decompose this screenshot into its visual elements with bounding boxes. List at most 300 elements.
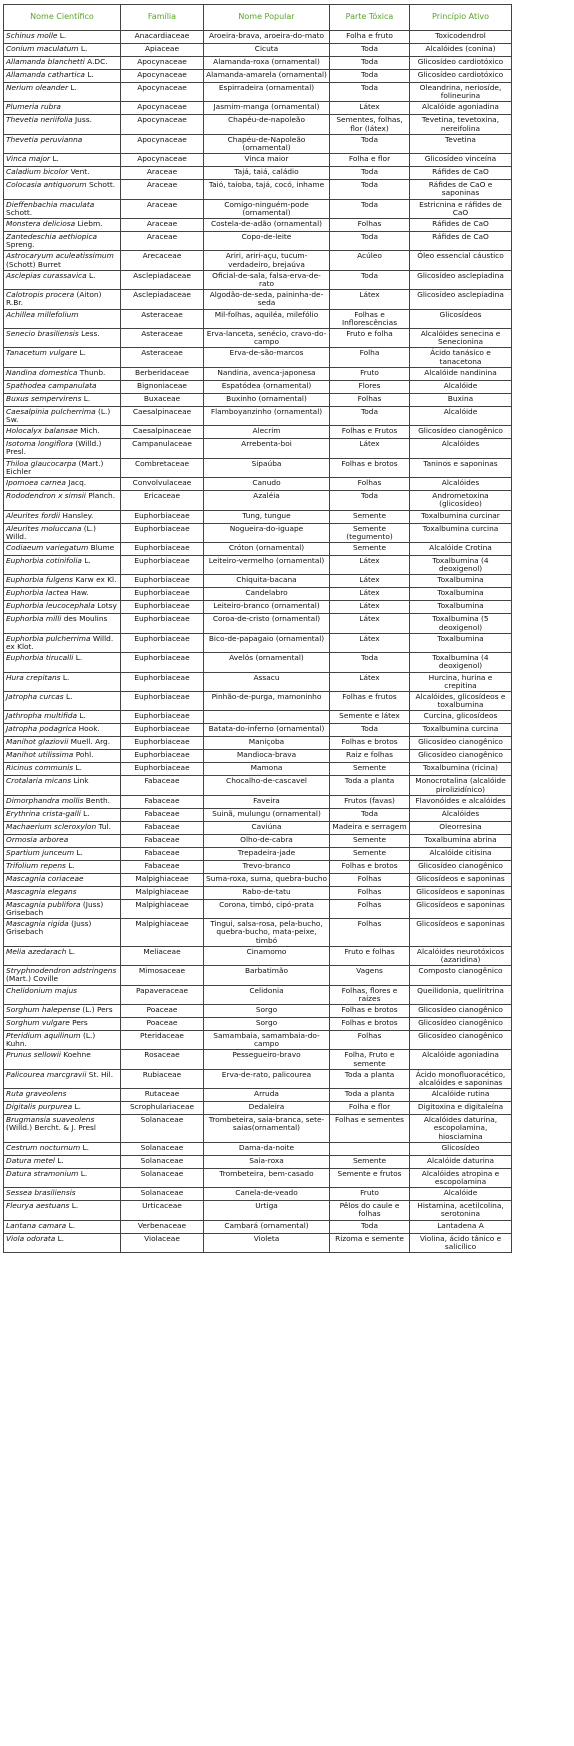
table-row <box>4 1115 512 1143</box>
species-author: Mich. <box>80 426 100 436</box>
cell-popular-name: Espatódea (ornamental) <box>204 380 330 393</box>
species-name: Euphorbia cotinifolia <box>6 555 82 565</box>
species-name: Thevetia neriifolia <box>6 115 73 125</box>
cell-scientific-name <box>4 329 121 348</box>
species-author: (L.) Sw. <box>6 406 111 425</box>
cell-active-principle: Toxalbumina <box>410 633 512 652</box>
species-author: L. <box>87 70 94 79</box>
table-row <box>4 219 512 232</box>
cell-toxic-part: Folhas e Inflorescências <box>330 309 410 328</box>
cell-active-principle: Glicosídeo cardiotóxico <box>410 57 512 70</box>
cell-active-principle: Alcalóides senecina e Senecionina <box>410 329 512 348</box>
species-author: L. <box>80 1168 88 1178</box>
table-row <box>4 57 512 70</box>
species-author: Muell. Arg. <box>70 737 111 747</box>
cell-toxic-part: Látex <box>330 588 410 601</box>
cell-family: Buxaceae <box>121 393 204 406</box>
cell-active-principle: Glicosídeo cianogênico <box>410 737 512 750</box>
table-row <box>4 380 512 393</box>
table-row <box>4 309 512 328</box>
cell-popular-name: Vinca maior <box>204 154 330 167</box>
cell-scientific-name <box>4 523 121 542</box>
cell-toxic-part: Raiz e folhas <box>330 750 410 763</box>
cell-family: Euphorbiaceae <box>121 588 204 601</box>
species-name: Allamanda cathartica <box>6 70 85 79</box>
cell-popular-name: Nandina, avenca-japonesa <box>204 367 330 380</box>
cell-popular-name: Arruda <box>204 1089 330 1102</box>
cell-toxic-part: Látex <box>330 439 410 458</box>
cell-family: Euphorbiaceae <box>121 737 204 750</box>
cell-popular-name: Aroeira-brava, aroeira-do-mato <box>204 31 330 44</box>
cell-scientific-name <box>4 426 121 439</box>
cell-active-principle: Curcina, glicosídeos <box>410 711 512 724</box>
cell-family: Pteridaceae <box>121 1030 204 1049</box>
cell-scientific-name <box>4 860 121 873</box>
cell-family: Asclepiadaceae <box>121 290 204 309</box>
cell-active-principle: Hurcina, hurina e crepitina <box>410 672 512 691</box>
species-author: L. <box>79 711 86 721</box>
cell-family: Fabaceae <box>121 834 204 847</box>
cell-toxic-part: Folhas, flores e raízes <box>330 985 410 1004</box>
table-row <box>4 1017 512 1030</box>
table-row <box>4 458 512 477</box>
cell-scientific-name <box>4 478 121 491</box>
species-author: Willd. ex Klot. <box>6 633 114 651</box>
species-author: Lotsy <box>97 601 117 611</box>
table-row <box>4 232 512 251</box>
cell-active-principle: Toxalbumina <box>410 575 512 588</box>
species-author: L. <box>82 1142 90 1152</box>
cell-toxic-part: Semente e frutos <box>330 1168 410 1187</box>
cell-scientific-name <box>4 510 121 523</box>
table-row <box>4 691 512 710</box>
cell-active-principle: Toxalbumina curcinar <box>410 510 512 523</box>
table-row <box>4 1050 512 1069</box>
cell-active-principle: Violina, ácido tânico e salicílico <box>410 1233 512 1252</box>
table-row <box>4 102 512 115</box>
cell-family: Apocynaceae <box>121 57 204 70</box>
table-row <box>4 290 512 309</box>
cell-popular-name: Trepadeira-jade <box>204 847 330 860</box>
species-author: L. <box>74 1102 81 1112</box>
species-name: Prunus sellowii <box>6 1050 61 1060</box>
cell-family: Euphorbiaceae <box>121 711 204 724</box>
cell-toxic-part: Toda <box>330 270 410 289</box>
cell-toxic-part: Semente <box>330 542 410 555</box>
cell-active-principle: Alcalóides <box>410 439 512 458</box>
cell-toxic-part: Látex <box>330 672 410 691</box>
cell-scientific-name <box>4 1017 121 1030</box>
cell-scientific-name <box>4 750 121 763</box>
cell-family: Euphorbiaceae <box>121 750 204 763</box>
cell-scientific-name <box>4 1089 121 1102</box>
cell-family: Euphorbiaceae <box>121 614 204 633</box>
cell-active-principle: Glicosídeos e saponinas <box>410 886 512 899</box>
species-author: des Moulins <box>63 614 108 624</box>
cell-family: Araceae <box>121 232 204 251</box>
species-name: Thiloa glaucocarpa <box>6 458 77 468</box>
cell-family: Caesalpinaceae <box>121 426 204 439</box>
species-author: Jacq. <box>68 478 87 488</box>
cell-toxic-part: Toda <box>330 44 410 57</box>
species-name: Calotropis procera <box>6 290 75 300</box>
species-name: Mascagnia publifora <box>6 899 81 909</box>
cell-active-principle: Glicosídeo cianogênico <box>410 1017 512 1030</box>
cell-toxic-part: Folhas <box>330 219 410 232</box>
cell-family: Euphorbiaceae <box>121 633 204 652</box>
species-name: Schinus molle <box>6 31 58 40</box>
cell-popular-name: Barbatimão <box>204 966 330 985</box>
header-family: Família <box>121 5 204 31</box>
cell-active-principle: Buxina <box>410 393 512 406</box>
cell-toxic-part: Folhas e brotos <box>330 1004 410 1017</box>
cell-scientific-name <box>4 542 121 555</box>
cell-popular-name: Caviúna <box>204 821 330 834</box>
cell-toxic-part: Folhas <box>330 899 410 918</box>
cell-toxic-part: Látex <box>330 575 410 588</box>
table-row <box>4 367 512 380</box>
cell-toxic-part: Folhas e brotos <box>330 458 410 477</box>
cell-popular-name: Saia-roxa <box>204 1155 330 1168</box>
cell-scientific-name <box>4 601 121 614</box>
species-name: Holocalyx balansae <box>6 426 78 436</box>
cell-scientific-name <box>4 1030 121 1049</box>
table-row <box>4 873 512 886</box>
cell-scientific-name <box>4 899 121 918</box>
cell-family: Euphorbiaceae <box>121 510 204 523</box>
species-author: L. <box>75 653 83 663</box>
cell-toxic-part: Toda <box>330 180 410 199</box>
cell-popular-name: Dedaleira <box>204 1102 330 1115</box>
cell-popular-name: Trevo-branco <box>204 860 330 873</box>
species-name: Conium maculatum <box>6 44 79 53</box>
cell-scientific-name <box>4 808 121 821</box>
cell-family: Euphorbiaceae <box>121 601 204 614</box>
species-name: Ricinus communis <box>6 763 74 773</box>
cell-family: Euphorbiaceae <box>121 523 204 542</box>
species-name: Astrocaryum aculeatissimum <box>6 251 114 261</box>
cell-active-principle: Glicosídeos e saponinas <box>410 899 512 918</box>
cell-active-principle: Glicosídeo cianogênico <box>410 1004 512 1017</box>
cell-toxic-part: Rizoma e semente <box>330 1233 410 1252</box>
cell-scientific-name <box>4 380 121 393</box>
cell-family: Anacardiaceae <box>121 31 204 44</box>
cell-active-principle: Toxalbumina <box>410 601 512 614</box>
table-row <box>4 821 512 834</box>
table-body <box>4 31 512 1253</box>
species-name: Zantedeschia aethiopica <box>6 232 98 242</box>
species-name: Manihot utilissima <box>6 750 74 760</box>
cell-scientific-name <box>4 763 121 776</box>
cell-active-principle: Glicosídeo <box>410 1142 512 1155</box>
cell-scientific-name <box>4 886 121 899</box>
cell-active-principle: Toxicodendrol <box>410 31 512 44</box>
species-author: L. <box>68 860 75 870</box>
cell-popular-name: Erva-lanceta, senécio, cravo-do-campo <box>204 329 330 348</box>
cell-family: Scrophulariaceae <box>121 1102 204 1115</box>
cell-family: Solanaceae <box>121 1188 204 1201</box>
cell-toxic-part: Folhas e Frutos <box>330 426 410 439</box>
cell-family: Rutaceae <box>121 1089 204 1102</box>
cell-scientific-name <box>4 83 121 102</box>
cell-popular-name: Pinhão-de-purga, mamoninho <box>204 691 330 710</box>
cell-active-principle: Histamina, acetilcolina, serotonina <box>410 1201 512 1220</box>
cell-family: Asclepiadaceae <box>121 270 204 289</box>
cell-active-principle: Alcalóide agoniadina <box>410 1050 512 1069</box>
cell-toxic-part: Folhas e frutos <box>330 691 410 710</box>
species-name: Machaerium scleroxylon <box>6 821 97 831</box>
cell-scientific-name <box>4 985 121 1004</box>
cell-family: Fabaceae <box>121 847 204 860</box>
table-row <box>4 510 512 523</box>
species-name: Monstera deliciosa <box>6 219 76 229</box>
cell-scientific-name <box>4 348 121 367</box>
cell-toxic-part: Semente <box>330 510 410 523</box>
cell-scientific-name <box>4 290 121 309</box>
species-name: Buxus sempervirens <box>6 393 82 403</box>
cell-popular-name: Flamboyanzinho (ornamental) <box>204 406 330 425</box>
species-name: Pteridium aquilinum <box>6 1030 81 1040</box>
table-row <box>4 614 512 633</box>
cell-family: Papaveraceae <box>121 985 204 1004</box>
species-author: L. <box>79 348 86 358</box>
cell-scientific-name <box>4 309 121 328</box>
cell-toxic-part: Toda <box>330 199 410 218</box>
header-popular-name: Nome Popular <box>204 5 330 31</box>
cell-scientific-name <box>4 70 121 83</box>
cell-family: Euphorbiaceae <box>121 653 204 672</box>
cell-popular-name: Jasmim-manga (ornamental) <box>204 102 330 115</box>
cell-toxic-part: Sementes, folhas, flor (látex) <box>330 115 410 134</box>
species-author: Hansley. <box>62 510 94 520</box>
table-row <box>4 1220 512 1233</box>
cell-active-principle: Monocrotalina (alcalóide pirolizidínico) <box>410 776 512 795</box>
cell-toxic-part: Toda <box>330 167 410 180</box>
table-row <box>4 860 512 873</box>
species-author: St. Hil. <box>88 1069 114 1079</box>
table-row <box>4 523 512 542</box>
species-name: Datura stramonium <box>6 1168 79 1178</box>
cell-popular-name: Copo-de-leite <box>204 232 330 251</box>
table-row <box>4 653 512 672</box>
header-active-principle: Princípio Ativo <box>410 5 512 31</box>
species-name: Lantana camara <box>6 1220 67 1230</box>
species-name: Crotalaria micans <box>6 776 72 786</box>
species-author: Pers <box>72 1017 88 1027</box>
table-row <box>4 737 512 750</box>
cell-active-principle: Lantadena A <box>410 1220 512 1233</box>
cell-family: Poaceae <box>121 1017 204 1030</box>
species-name: Ruta graveolens <box>6 1089 67 1099</box>
species-author: Hook. <box>78 724 100 734</box>
cell-scientific-name <box>4 31 121 44</box>
cell-active-principle: Toxalbumina abrina <box>410 834 512 847</box>
cell-scientific-name <box>4 737 121 750</box>
cell-active-principle: Alcalóides, glicosídeos e toxalbumina <box>410 691 512 710</box>
table-row <box>4 406 512 425</box>
cell-scientific-name <box>4 1142 121 1155</box>
table-row <box>4 847 512 860</box>
table-row <box>4 154 512 167</box>
cell-family: Araceae <box>121 219 204 232</box>
table-row <box>4 44 512 57</box>
cell-active-principle: Andrometoxina (glicosídeo) <box>410 491 512 510</box>
cell-toxic-part: Folha <box>330 348 410 367</box>
cell-toxic-part: Folhas <box>330 886 410 899</box>
cell-active-principle: Alcalóide nandinina <box>410 367 512 380</box>
cell-popular-name: Bico-de-papagaio (ornamental) <box>204 633 330 652</box>
cell-scientific-name <box>4 711 121 724</box>
cell-popular-name: Tingui, salsa-rosa, pela-bucho, quebra-bucho, mata-peixe, timbó <box>204 919 330 947</box>
cell-active-principle: Alcalóide <box>410 406 512 425</box>
species-name: Allamanda blanchetti <box>6 57 85 66</box>
table-row <box>4 1142 512 1155</box>
species-author: L. <box>83 393 91 403</box>
species-author: L. <box>76 847 83 857</box>
cell-toxic-part: Madeira e serragem <box>330 821 410 834</box>
cell-popular-name: Coroa-de-cristo (ornamental) <box>204 614 330 633</box>
cell-family: Malpighiaceae <box>121 873 204 886</box>
species-author: (Aiton) R.Br. <box>6 290 102 308</box>
cell-family: Campanulaceae <box>121 439 204 458</box>
species-author: Pohl. <box>75 750 94 760</box>
cell-family: Rubiaceae <box>121 1069 204 1088</box>
cell-toxic-part: Folhas e sementes <box>330 1115 410 1143</box>
cell-popular-name: Comigo-ninguém-pode (ornamental) <box>204 199 330 218</box>
cell-scientific-name <box>4 115 121 134</box>
cell-family: Araceae <box>121 199 204 218</box>
cell-family: Fabaceae <box>121 795 204 808</box>
cell-family: Malpighiaceae <box>121 886 204 899</box>
species-author: L. <box>70 83 77 92</box>
cell-family: Arecaceae <box>121 251 204 270</box>
cell-popular-name: Chapéu-de-napoleão <box>204 115 330 134</box>
species-name: Euphorbia milli <box>6 614 62 624</box>
cell-toxic-part: Frutos (favas) <box>330 795 410 808</box>
cell-active-principle: Alcalóide rutina <box>410 1089 512 1102</box>
table-row <box>4 776 512 795</box>
table-row <box>4 478 512 491</box>
cell-popular-name: Cinamomo <box>204 946 330 965</box>
species-name: Aleurites fordii <box>6 510 61 520</box>
cell-family: Apocynaceae <box>121 102 204 115</box>
cell-popular-name: Chapéu-de-Napoleão (ornamental) <box>204 134 330 153</box>
species-name: Aleurites moluccana <box>6 523 82 533</box>
species-name: Dieffenbachia maculata <box>6 199 95 209</box>
cell-popular-name: Candelabro <box>204 588 330 601</box>
species-author: L. <box>57 1233 65 1243</box>
cell-family: Bignoniaceae <box>121 380 204 393</box>
cell-popular-name: Alamanda-roxa (ornamental) <box>204 57 330 70</box>
cell-scientific-name <box>4 406 121 425</box>
cell-popular-name: Oficial-de-sala, falsa-erva-de-rato <box>204 270 330 289</box>
cell-toxic-part: Fruto e folha <box>330 329 410 348</box>
table-row <box>4 601 512 614</box>
cell-active-principle: Digitoxina e digitaleína <box>410 1102 512 1115</box>
cell-scientific-name <box>4 1220 121 1233</box>
cell-active-principle: Glicosídeo cardiotóxico <box>410 70 512 83</box>
species-author: (L.) Willd. <box>6 523 96 541</box>
cell-active-principle: Toxalbumina (ricina) <box>410 763 512 776</box>
cell-popular-name: Rabo-de-tatu <box>204 886 330 899</box>
cell-toxic-part: Folha e flor <box>330 154 410 167</box>
cell-scientific-name <box>4 847 121 860</box>
cell-family: Solanaceae <box>121 1155 204 1168</box>
cell-popular-name: Costela-de-adão (ornamental) <box>204 219 330 232</box>
cell-popular-name: Avelós (ornamental) <box>204 653 330 672</box>
cell-popular-name: Erva-de-rato, palicourea <box>204 1069 330 1088</box>
species-author: L. <box>57 1155 64 1165</box>
table-row <box>4 426 512 439</box>
cell-active-principle: Toxalbumina (4 deoxigenol) <box>410 555 512 574</box>
cell-family: Fabaceae <box>121 860 204 873</box>
species-author: Vent. <box>70 167 90 177</box>
cell-popular-name: Azaléia <box>204 491 330 510</box>
species-author: Karw ex Kl. <box>75 575 117 585</box>
species-author: L. <box>52 154 59 164</box>
species-author: (Juss) Grisebach <box>6 919 92 937</box>
species-name: Plumeria rubra <box>6 102 61 112</box>
cell-family: Apocynaceae <box>121 70 204 83</box>
cell-toxic-part: Toda <box>330 406 410 425</box>
cell-scientific-name <box>4 1050 121 1069</box>
cell-popular-name: Cróton (ornamental) <box>204 542 330 555</box>
species-name: Tanacetum vulgare <box>6 348 78 358</box>
species-author: Schott. <box>88 180 116 190</box>
species-name: Caladium bicolor <box>6 167 69 177</box>
cell-scientific-name <box>4 1201 121 1220</box>
cell-active-principle: Alcalóides <box>410 478 512 491</box>
cell-scientific-name <box>4 393 121 406</box>
cell-scientific-name <box>4 946 121 965</box>
species-author: Benth. <box>85 795 111 805</box>
cell-scientific-name <box>4 44 121 57</box>
cell-scientific-name <box>4 1168 121 1187</box>
cell-active-principle: Queilidonia, queliritrina <box>410 985 512 1004</box>
species-name: Sessea brasiliensis <box>6 1188 76 1198</box>
toxic-plants-table <box>3 4 512 1253</box>
table-row <box>4 329 512 348</box>
cell-family: Apocynaceae <box>121 154 204 167</box>
cell-family: Euphorbiaceae <box>121 555 204 574</box>
cell-scientific-name <box>4 821 121 834</box>
cell-active-principle: Alcalóides neurotóxicos (azaridina) <box>410 946 512 965</box>
table-row <box>4 1030 512 1049</box>
cell-active-principle: Alcalóide <box>410 1188 512 1201</box>
table-row <box>4 1233 512 1252</box>
cell-toxic-part: Semente (tegumento) <box>330 523 410 542</box>
cell-toxic-part: Látex <box>330 555 410 574</box>
species-author: L. <box>68 946 76 956</box>
cell-toxic-part: Semente <box>330 763 410 776</box>
cell-popular-name: Cambará (ornamental) <box>204 1220 330 1233</box>
cell-popular-name: Taió, taioba, tajá, cocó, inhame <box>204 180 330 199</box>
header-scientific-name: Nome Científico <box>4 5 121 31</box>
species-author: Less. <box>81 329 100 339</box>
cell-scientific-name <box>4 575 121 588</box>
table-row <box>4 83 512 102</box>
table-row <box>4 1155 512 1168</box>
cell-family: Verbenaceae <box>121 1220 204 1233</box>
table-row <box>4 985 512 1004</box>
cell-active-principle: Ráfides de CaO <box>410 219 512 232</box>
cell-active-principle: Tevetina <box>410 134 512 153</box>
cell-scientific-name <box>4 795 121 808</box>
cell-popular-name <box>204 711 330 724</box>
cell-family: Apocynaceae <box>121 134 204 153</box>
cell-family: Euphorbiaceae <box>121 542 204 555</box>
cell-toxic-part: Toda a planta <box>330 1069 410 1088</box>
